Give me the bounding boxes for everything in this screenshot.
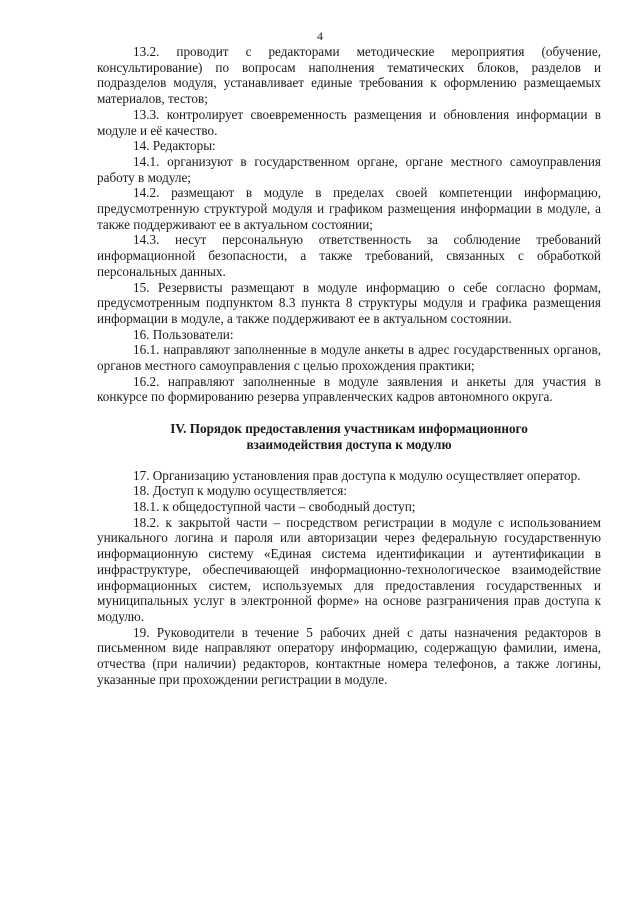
section-heading-line-1: IV. Порядок предоставления участникам информационного	[170, 421, 528, 437]
paragraph-14-1: 14.1. организуют в государственном органе, органе местного самоуправления работу в модуле;	[97, 153, 601, 185]
paragraph-14: 14. Редакторы:	[133, 138, 216, 154]
paragraph-17: 17. Организацию установления прав доступа к модулю осуществляет оператор.	[133, 467, 581, 483]
page-number: 4	[317, 29, 323, 43]
paragraph-18: 18. Доступ к модулю осуществляется:	[133, 483, 348, 499]
paragraph-13-2: 13.2. проводит с редакторами методические мероприятия (обучение, консультирование) по вопросам наполнения тематических блоков, разделов и подразделов модуля, устанавливает единые требования к оформлению размещаемых материалов, тестов;	[97, 44, 601, 107]
paragraph-16: 16. Пользователи:	[133, 326, 234, 342]
paragraph-16-2: 16.2. направляют заполненные в модуле заявления и анкеты для участия в конкурсе по формированию резерва управленческих кадров автономного округа.	[97, 373, 601, 405]
paragraph-19: 19. Руководители в течение 5 рабочих дней с даты назначения редакторов в письменном виде направляют оператору информацию, содержащую фамилии, имена, отчества (при наличии) редакторов, контактные номера телефонов, а также логины, указанные при прохождении регистрации в модуле.	[97, 624, 601, 687]
paragraph-13-3: 13.3. контролирует своевременность размещения и обновления информации в модуле и её качество.	[97, 106, 601, 138]
paragraph-16-1: 16.1. направляют заполненные в модуле анкеты в адрес государственных органов, органов местного самоуправления с целью прохождения практики;	[97, 342, 601, 374]
paragraph-18-2: 18.2. к закрытой части – посредством регистрации в модуле с использованием уникального логина и пароля или авторизации через федеральную государственную информационную систему «Единая система идентификации и аутентификации в инфраструктуре, обеспечивающей информационно-технологическое взаимодействие информационных систем, используемых для предоставления государственных и муниципальных услуг в электронной форме» на основе разграничения прав доступа к модулю.	[97, 514, 601, 624]
document-body	[97, 44, 601, 687]
paragraph-18-1: 18.1. к общедоступной части – свободный доступ;	[133, 498, 416, 514]
section-heading-line-2: взаимодействия доступа к модулю	[246, 436, 452, 452]
paragraph-14-3: 14.3. несут персональную ответственность за соблюдение требований информационной безопасности, а также требований, связанных с обработкой персональных данных.	[97, 232, 601, 279]
section-heading	[97, 421, 601, 452]
paragraph-14-2: 14.2. размещают в модуле в пределах своей компетенции информацию, предусмотренную структурой модуля и графиком размещения информации в модуле, а также поддерживают ее в актуальном состоянии;	[97, 185, 601, 232]
paragraph-15: 15. Резервисты размещают в модуле информацию о себе согласно формам, предусмотренным подпунктом 8.3 пункта 8 структуры модуля и графика размещения информации в модуле, а также поддерживают ее в актуальном состоянии.	[97, 279, 601, 326]
